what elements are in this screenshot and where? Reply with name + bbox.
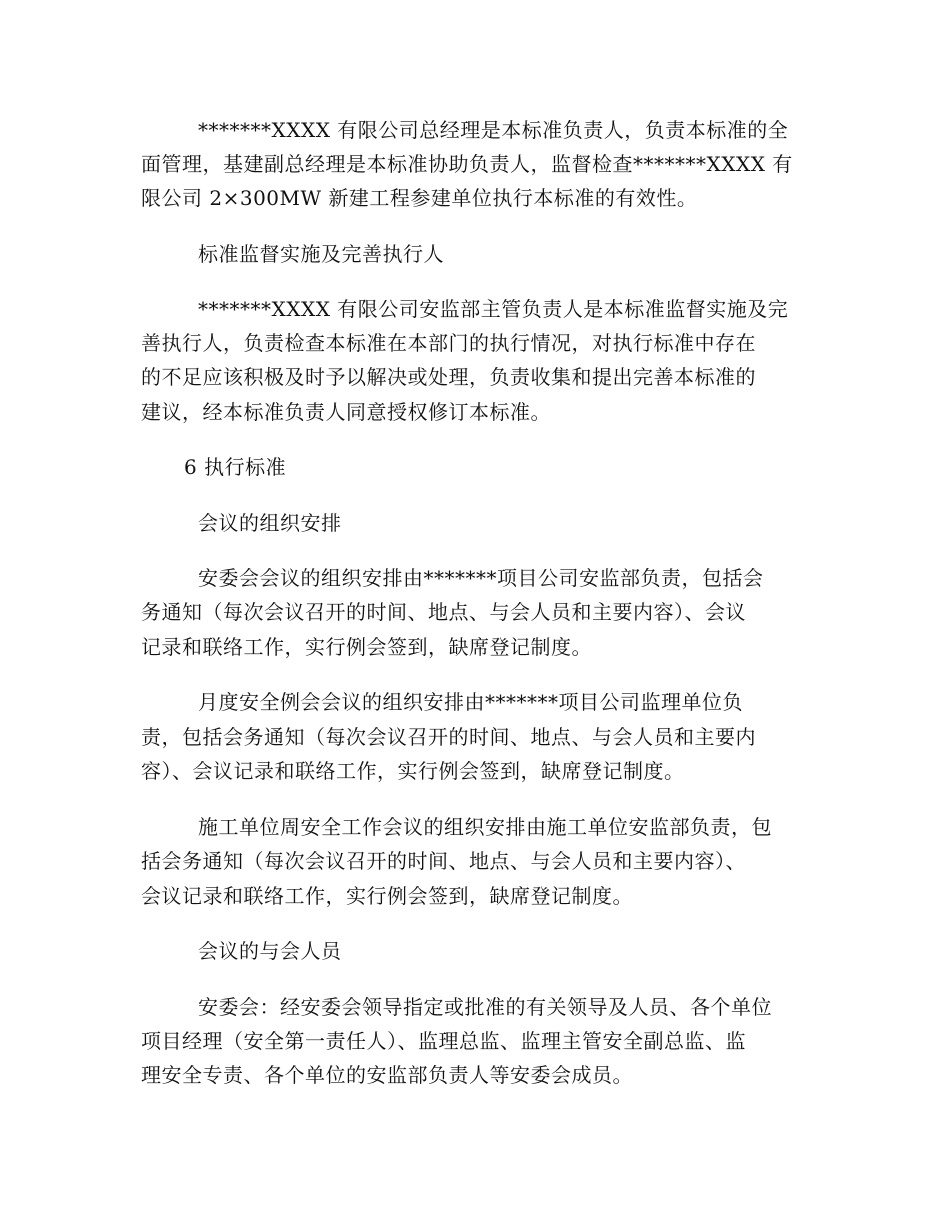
paragraph-6-line-3: 理安全专责、各个单位的安监部负责人等安委会成员。: [141, 1063, 633, 1087]
paragraph-5-line-2: 括会务通知（每次会议召开的时间、地点、与会人员和主要内容）、: [141, 849, 746, 873]
paragraph-5-line-3: 会议记录和联络工作，实行例会签到，缺席登记制度。: [141, 884, 633, 908]
paragraph-1-line-3: 限公司 2×300MW 新建工程参建单位执行本标准的有效性。: [141, 186, 698, 210]
paragraph-3-line-2: 务通知（每次会议召开的时间、地点、与会人员和主要内容）、会议: [141, 600, 746, 624]
paragraph-1-line-2: 面管理，基建副总经理是本标准协助负责人，监督检查*******XXXX 有: [141, 152, 793, 176]
paragraph-4-line-1: 月度安全例会会议的组织安排由*******项目公司监理单位负: [198, 690, 743, 714]
heading-meeting-attendees: 会议的与会人员: [198, 939, 342, 963]
section-heading-6: 6 执行标准: [184, 455, 287, 479]
paragraph-2-line-2: 善执行人，负责检查本标准在本部门的执行情况，对执行标准中存在: [141, 331, 756, 355]
paragraph-3-line-1: 安委会会议的组织安排由*******项目公司安监部负责，包括会: [198, 566, 764, 590]
paragraph-2-line-3: 的不足应该积极及时予以解决或处理，负责收集和提出完善本标准的: [141, 365, 756, 389]
heading-supervision-executor: 标准监督实施及完善执行人: [198, 242, 444, 266]
paragraph-6-line-2: 项目经理（安全第一责任人）、监理总监、监理主管安全副总监、监: [141, 1029, 746, 1053]
paragraph-4-line-2: 责，包括会务通知（每次会议召开的时间、地点、与会人员和主要内: [141, 725, 756, 749]
paragraph-5-line-1: 施工单位周安全工作会议的组织安排由施工单位安监部负责，包: [198, 815, 772, 839]
paragraph-2-line-1: *******XXXX 有限公司安监部主管负责人是本标准监督实施及完: [198, 297, 789, 321]
paragraph-1-line-1: *******XXXX 有限公司总经理是本标准负责人，负责本标准的全: [198, 118, 789, 142]
paragraph-3-line-3: 记录和联络工作，实行例会签到，缺席登记制度。: [141, 635, 592, 659]
paragraph-6-line-1: 安委会：经安委会领导指定或批准的有关领导及人员、各个单位: [198, 995, 772, 1019]
paragraph-2-line-4: 建议，经本标准负责人同意授权修订本标准。: [141, 400, 551, 424]
heading-meeting-organization: 会议的组织安排: [198, 511, 342, 535]
paragraph-4-line-3: 容）、会议记录和联络工作，实行例会签到，缺席登记制度。: [141, 759, 685, 783]
